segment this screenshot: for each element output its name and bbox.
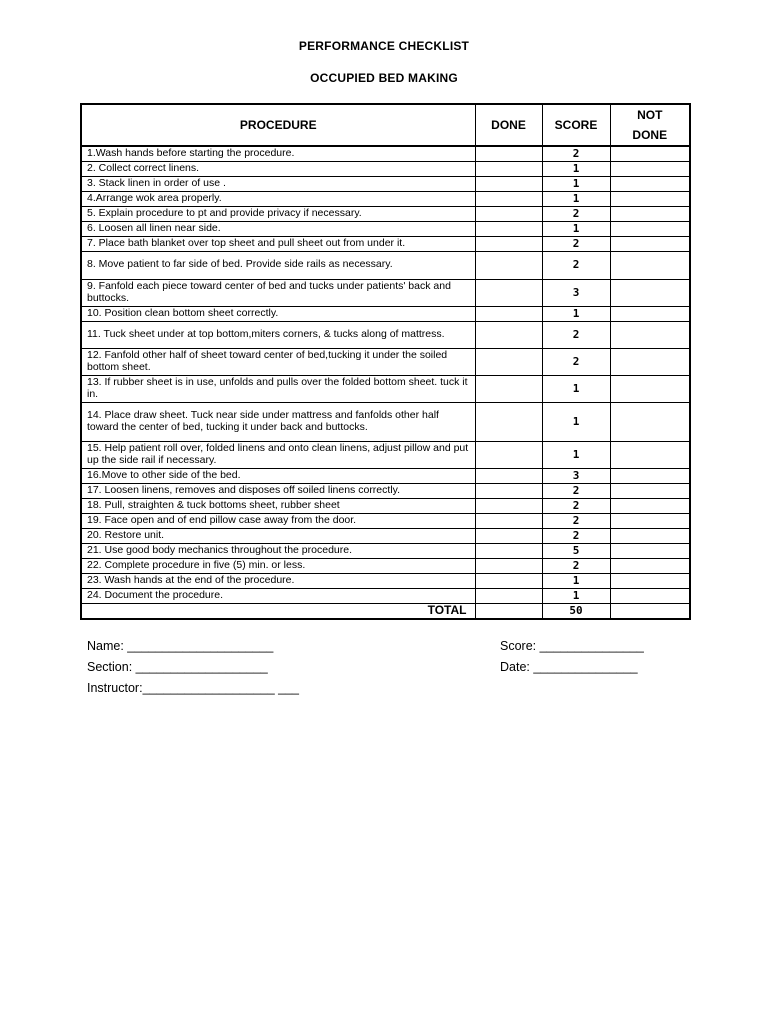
- not-done-cell[interactable]: [610, 513, 690, 528]
- not-done-cell[interactable]: [610, 543, 690, 558]
- procedure-cell: 12. Fanfold other half of sheet toward center of bed,tucking it under the soiled bottom sheet.: [81, 348, 475, 375]
- not-done-cell[interactable]: [610, 146, 690, 161]
- score-cell: 2: [542, 498, 610, 513]
- score-cell: 1: [542, 176, 610, 191]
- table-row: [81, 441, 690, 468]
- procedure-cell: 13. If rubber sheet is in use, unfolds and pulls over the folded bottom sheet. tuck it in.: [81, 375, 475, 402]
- score-cell: 1: [542, 402, 610, 441]
- procedure-cell: 6. Loosen all linen near side.: [81, 221, 475, 236]
- done-cell[interactable]: [475, 221, 542, 236]
- table-row: [81, 513, 690, 528]
- not-done-cell[interactable]: [610, 236, 690, 251]
- not-done-cell[interactable]: [610, 176, 690, 191]
- total-score: 50: [542, 603, 610, 619]
- score-cell: 5: [542, 543, 610, 558]
- column-header-not-done: [610, 104, 690, 146]
- not-done-cell[interactable]: [610, 402, 690, 441]
- score-cell: 1: [542, 375, 610, 402]
- done-cell[interactable]: [475, 543, 542, 558]
- not-done-cell[interactable]: [610, 191, 690, 206]
- table-row: [81, 573, 690, 588]
- table-row: [81, 588, 690, 603]
- done-cell[interactable]: [475, 528, 542, 543]
- procedure-cell: 9. Fanfold each piece toward center of bed and tucks under patients' back and buttocks.: [81, 279, 475, 306]
- not-done-cell[interactable]: [610, 221, 690, 236]
- done-cell[interactable]: [475, 573, 542, 588]
- not-done-cell[interactable]: [610, 558, 690, 573]
- procedure-cell: 15. Help patient roll over, folded linens and onto clean linens, adjust pillow and put up the side rail if necessary.: [81, 441, 475, 468]
- instructor-field[interactable]: Instructor:___________________ ___: [87, 681, 299, 695]
- procedure-cell: 16.Move to other side of the bed.: [81, 468, 475, 483]
- score-cell: 1: [542, 221, 610, 236]
- done-cell[interactable]: [475, 588, 542, 603]
- done-cell[interactable]: [475, 402, 542, 441]
- score-cell: 1: [542, 573, 610, 588]
- procedure-cell: 3. Stack linen in order of use .: [81, 176, 475, 191]
- done-cell[interactable]: [475, 483, 542, 498]
- done-cell[interactable]: [475, 161, 542, 176]
- done-cell[interactable]: [475, 191, 542, 206]
- done-cell[interactable]: [475, 176, 542, 191]
- done-cell[interactable]: [475, 513, 542, 528]
- procedure-cell: 19. Face open and of end pillow case away from the door.: [81, 513, 475, 528]
- score-cell: 2: [542, 236, 610, 251]
- procedure-cell: 1.Wash hands before starting the procedure.: [81, 146, 475, 161]
- score-cell: 2: [542, 348, 610, 375]
- procedure-cell: 7. Place bath blanket over top sheet and pull sheet out from under it.: [81, 236, 475, 251]
- total-not-done-cell: [610, 603, 690, 619]
- score-cell: 1: [542, 588, 610, 603]
- table-row: [81, 375, 690, 402]
- done-cell[interactable]: [475, 321, 542, 348]
- procedure-cell: 8. Move patient to far side of bed. Provide side rails as necessary.: [81, 251, 475, 279]
- procedure-cell: 5. Explain procedure to pt and provide privacy if necessary.: [81, 206, 475, 221]
- name-field[interactable]: Name: _____________________: [87, 639, 274, 653]
- score-field[interactable]: Score: _______________: [500, 639, 644, 653]
- table-row: [81, 321, 690, 348]
- not-done-cell[interactable]: [610, 483, 690, 498]
- table-row: [81, 146, 690, 161]
- score-cell: 2: [542, 513, 610, 528]
- not-done-cell[interactable]: [610, 588, 690, 603]
- table-row: [81, 483, 690, 498]
- table-row: [81, 348, 690, 375]
- score-cell: 2: [542, 558, 610, 573]
- procedure-cell: 10. Position clean bottom sheet correctly.: [81, 306, 475, 321]
- score-cell: 2: [542, 251, 610, 279]
- done-cell[interactable]: [475, 441, 542, 468]
- table-row: [81, 236, 690, 251]
- table-row: [81, 543, 690, 558]
- column-header-procedure: PROCEDURE: [81, 104, 475, 146]
- done-cell[interactable]: [475, 146, 542, 161]
- score-cell: 3: [542, 279, 610, 306]
- procedure-cell: 2. Collect correct linens.: [81, 161, 475, 176]
- table-row: [81, 279, 690, 306]
- score-cell: 1: [542, 306, 610, 321]
- not-done-cell[interactable]: [610, 528, 690, 543]
- table-row: [81, 558, 690, 573]
- not-done-cell[interactable]: [610, 306, 690, 321]
- total-label: TOTAL: [81, 603, 475, 619]
- score-cell: 2: [542, 528, 610, 543]
- not-done-cell[interactable]: [610, 206, 690, 221]
- not-done-cell[interactable]: [610, 468, 690, 483]
- table-row: [81, 191, 690, 206]
- not-done-cell[interactable]: [610, 321, 690, 348]
- done-cell[interactable]: [475, 375, 542, 402]
- procedure-cell: 22. Complete procedure in five (5) min. or less.: [81, 558, 475, 573]
- checklist-rows: [81, 146, 690, 603]
- date-field[interactable]: Date: _______________: [500, 660, 638, 674]
- not-done-cell[interactable]: [610, 348, 690, 375]
- not-done-cell[interactable]: [610, 161, 690, 176]
- score-cell: 2: [542, 483, 610, 498]
- done-cell[interactable]: [475, 468, 542, 483]
- procedure-cell: 21. Use good body mechanics throughout the procedure.: [81, 543, 475, 558]
- procedure-cell: 4.Arrange wok area properly.: [81, 191, 475, 206]
- procedure-cell: 17. Loosen linens, removes and disposes off soiled linens correctly.: [81, 483, 475, 498]
- table-row: [81, 251, 690, 279]
- done-cell[interactable]: [475, 306, 542, 321]
- not-done-cell[interactable]: [610, 279, 690, 306]
- score-cell: 2: [542, 206, 610, 221]
- table-row: [81, 468, 690, 483]
- procedure-cell: 24. Document the procedure.: [81, 588, 475, 603]
- table-row: [81, 498, 690, 513]
- done-cell[interactable]: [475, 251, 542, 279]
- done-cell[interactable]: [475, 558, 542, 573]
- total-done-cell: [475, 603, 542, 619]
- column-header-score: SCORE: [542, 104, 610, 146]
- page-subtitle: OCCUPIED BED MAKING: [310, 71, 458, 85]
- table-row: [81, 528, 690, 543]
- done-cell[interactable]: [475, 236, 542, 251]
- page-title: PERFORMANCE CHECKLIST: [298, 39, 470, 53]
- table-row: [81, 206, 690, 221]
- not-done-cell[interactable]: [610, 251, 690, 279]
- score-cell: 2: [542, 146, 610, 161]
- score-cell: 1: [542, 441, 610, 468]
- procedure-cell: 20. Restore unit.: [81, 528, 475, 543]
- table-row: [81, 402, 690, 441]
- column-header-done: DONE: [475, 104, 542, 146]
- not-done-cell[interactable]: [610, 441, 690, 468]
- table-row: [81, 176, 690, 191]
- table-header-row: [81, 104, 690, 146]
- checklist-table: [80, 103, 691, 620]
- table-row: [81, 221, 690, 236]
- score-cell: 1: [542, 191, 610, 206]
- procedure-cell: 18. Pull, straighten & tuck bottoms sheet, rubber sheet: [81, 498, 475, 513]
- done-cell[interactable]: [475, 206, 542, 221]
- total-row: [81, 603, 690, 619]
- column-header-not-done-label: NOT DONE: [632, 108, 668, 142]
- score-cell: 2: [542, 321, 610, 348]
- not-done-cell[interactable]: [610, 573, 690, 588]
- not-done-cell[interactable]: [610, 375, 690, 402]
- score-cell: 3: [542, 468, 610, 483]
- table-row: [81, 161, 690, 176]
- score-cell: 1: [542, 161, 610, 176]
- table-row: [81, 306, 690, 321]
- done-cell[interactable]: [475, 348, 542, 375]
- procedure-cell: 11. Tuck sheet under at top bottom,miters corners, & tucks along of mattress.: [81, 321, 475, 348]
- not-done-cell[interactable]: [610, 498, 690, 513]
- procedure-cell: 14. Place draw sheet. Tuck near side under mattress and fanfolds other half toward the center of bed, tucking it under back and buttocks.: [81, 402, 475, 441]
- done-cell[interactable]: [475, 498, 542, 513]
- done-cell[interactable]: [475, 279, 542, 306]
- procedure-cell: 23. Wash hands at the end of the procedure.: [81, 573, 475, 588]
- section-field[interactable]: Section: ___________________: [87, 660, 268, 674]
